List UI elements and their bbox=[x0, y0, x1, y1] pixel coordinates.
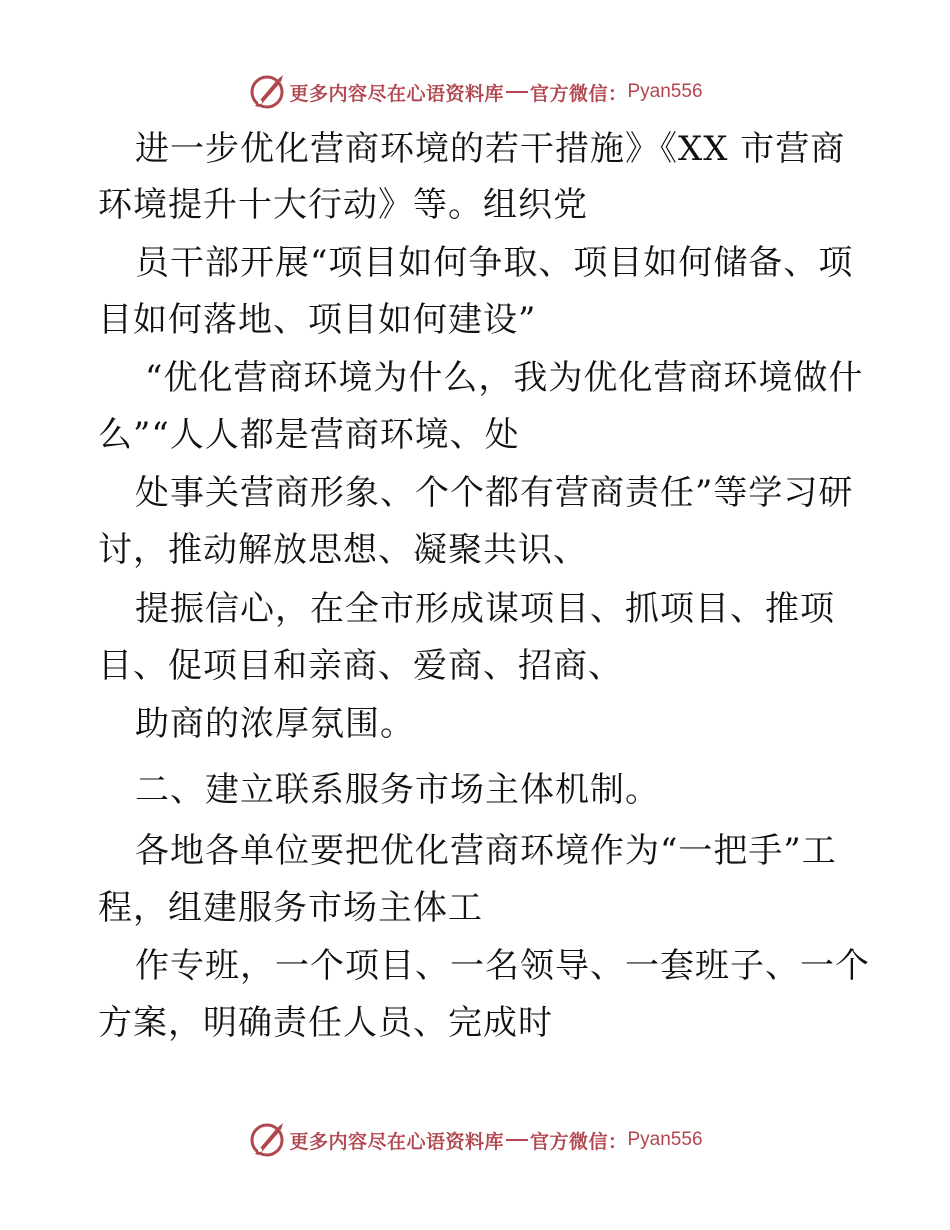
header-banner bbox=[0, 70, 950, 114]
footer-banner bbox=[0, 1118, 950, 1162]
body-line-8: 讨，推动解放思想、凝聚共识、 bbox=[98, 530, 588, 570]
body-line-9: 提振信心，在全市形成谋项目、抓项目、推项 bbox=[135, 589, 835, 629]
body-line-2: 环境提升十大行动》等。组织党 bbox=[98, 185, 588, 225]
body-line-13: 各地各单位要把优化营商环境作为“一把手”工 bbox=[135, 831, 837, 871]
section-heading: 二、建立联系服务市场主体机制。 bbox=[135, 770, 660, 810]
body-line-4: 目如何落地、项目如何建设” bbox=[98, 300, 537, 340]
body-line-10: 目、促项目和亲商、爱商、招商、 bbox=[98, 646, 623, 686]
body-line-16: 方案，明确责任人员、完成时 bbox=[98, 1003, 553, 1043]
body-line-14: 程，组建服务市场主体工 bbox=[98, 888, 483, 928]
body-line-15: 作专班，一个项目、一名领导、一套班子、一个 bbox=[135, 946, 870, 986]
body-line-7: 处事关营商形象、个个都有营商责任”等学习研 bbox=[135, 473, 854, 513]
quill-pen-logo-icon bbox=[247, 72, 287, 112]
body-line-5: “优化营商环境为什么，我为优化营商环境做什 bbox=[145, 358, 864, 398]
wechat-id: Pyan556 bbox=[627, 81, 703, 102]
body-line-1: 进一步优化营商环境的若干措施》《XX 市营商 bbox=[135, 129, 846, 169]
wechat-id: Pyan556 bbox=[627, 1129, 703, 1150]
body-line-11: 助商的浓厚氛围。 bbox=[135, 704, 415, 744]
body-line-6: 么”“人人都是营商环境、处 bbox=[98, 415, 520, 455]
wechat-label: 官方微信： bbox=[529, 82, 628, 105]
banner-title: 更多内容尽在心语资料库 bbox=[289, 1130, 504, 1153]
banner-dash bbox=[506, 91, 528, 93]
wechat-label: 官方微信： bbox=[529, 1130, 628, 1153]
body-line-3: 员干部开展“项目如何争取、项目如何储备、项 bbox=[135, 243, 854, 283]
banner-title: 更多内容尽在心语资料库 bbox=[289, 82, 504, 105]
banner-dash bbox=[506, 1139, 528, 1141]
quill-pen-logo-icon bbox=[247, 1120, 287, 1160]
